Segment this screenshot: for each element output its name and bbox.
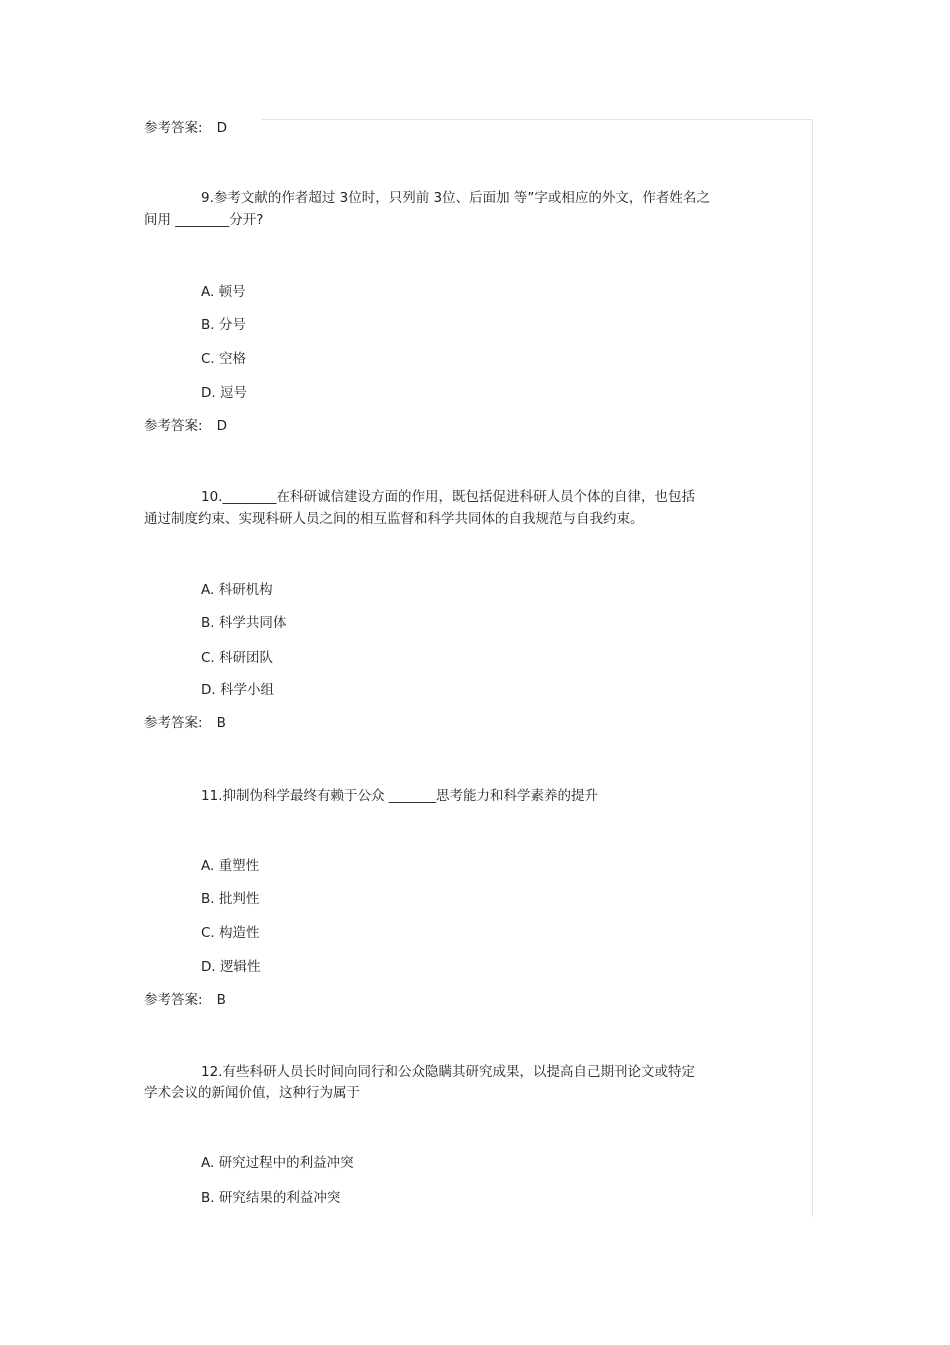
question-12-stem-line2: 学术会议的新闻价值，这种行为属于 <box>144 1085 360 1101</box>
question-9-option-c: C. 空格 <box>201 351 247 367</box>
question-9-stem-line1: 9.参考文献的作者超过 3位时，只列前 3位、后面加 等”字或相应的外文，作者姓名之 <box>201 190 710 206</box>
answer-label: 参考答案: <box>144 715 203 731</box>
question-9-answer <box>144 416 227 436</box>
question-10-stem-line2: 通过制度约束、实现科研人员之间的相互监督和科学共同体的自我规范与自我约束。 <box>144 511 644 527</box>
answer-label: 参考答案: <box>144 418 203 434</box>
answer-value: B <box>216 992 226 1008</box>
question-9-stem-line2: 间用 ________分开? <box>144 212 264 228</box>
answer-label: 参考答案: <box>144 992 203 1008</box>
question-12-stem-line1: 12.有些科研人员长时间向同行和公众隐瞒其研究成果，以提高自己期刊论文或特定 <box>201 1064 695 1080</box>
question-12-option-b: B. 研究结果的利益冲突 <box>201 1190 341 1206</box>
question-11-answer <box>144 990 226 1010</box>
question-9-option-a: A. 顿号 <box>201 284 246 300</box>
question-11-option-d: D. 逻辑性 <box>201 959 261 975</box>
question-10-answer <box>144 713 226 733</box>
question-11-option-c: C. 构造性 <box>201 925 260 941</box>
answer-value: D <box>216 418 227 434</box>
frame-right-border <box>812 119 813 1217</box>
answer-row <box>144 118 227 138</box>
question-9-option-b: B. 分号 <box>201 317 246 333</box>
question-11-stem-line1: 11.抑制伪科学最终有赖于公众 _______思考能力和科学素养的提升 <box>201 788 599 804</box>
answer-value: B <box>216 715 226 731</box>
question-10-option-d: D. 科学小组 <box>201 682 274 698</box>
question-11-option-a: A. 重塑性 <box>201 858 260 874</box>
answer-label: 参考答案: <box>144 120 203 136</box>
question-10-stem-line1: 10.________在科研诚信建设方面的作用，既包括促进科研人员个体的自律，也包括 <box>201 489 695 505</box>
question-11-option-b: B. 批判性 <box>201 891 260 907</box>
question-9-option-d: D. 逗号 <box>201 385 247 401</box>
frame-top-border <box>262 119 812 120</box>
question-10-option-b: B. 科学共同体 <box>201 615 287 631</box>
answer-value: D <box>216 120 227 136</box>
question-10-option-a: A. 科研机构 <box>201 582 273 598</box>
question-12-option-a: A. 研究过程中的利益冲突 <box>201 1155 354 1171</box>
question-10-option-c: C. 科研团队 <box>201 650 274 666</box>
